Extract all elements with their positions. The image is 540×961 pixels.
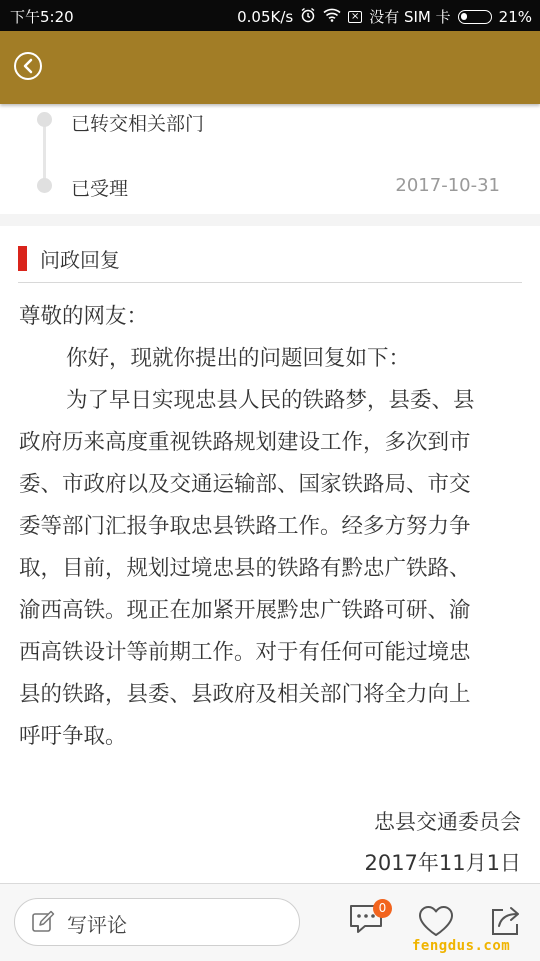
reply-line: 县的铁路，县委、县政府及相关部门将全力向上 <box>19 682 471 707</box>
status-right <box>237 6 532 27</box>
heart-icon[interactable] <box>417 904 455 942</box>
timeline-label: 已受理 <box>71 178 129 200</box>
divider <box>18 282 522 283</box>
section-title: 问政回复 <box>40 248 120 272</box>
reply-content <box>19 301 524 763</box>
edit-icon <box>31 910 55 938</box>
battery-icon <box>458 10 492 24</box>
chevron-left-icon <box>21 58 35 74</box>
timeline-date: 2017-10-31 <box>395 175 500 196</box>
reply-line: 为了早日实现忠县人民的铁路梦，县委、县 <box>66 388 475 413</box>
status-bar <box>0 0 540 31</box>
timeline-dot <box>37 112 52 127</box>
watermark: fengdus.com <box>412 938 511 954</box>
carrier-text: 没有 SIM 卡 <box>369 8 451 26</box>
no-sim-icon: × <box>348 11 362 23</box>
comment-input[interactable] <box>14 898 300 946</box>
section-separator <box>0 214 540 226</box>
reply-date: 2017年11月1日 <box>364 851 521 875</box>
reply-line: 委等部门汇报争取忠县铁路工作。经多方努力争 <box>19 514 471 539</box>
reply-signature: 忠县交通委员会 <box>374 810 521 834</box>
wifi-icon <box>323 8 341 26</box>
status-time: 下午5:20 <box>10 8 74 26</box>
comment-placeholder: 写评论 <box>67 913 127 937</box>
progress-timeline <box>0 104 540 214</box>
share-icon[interactable] <box>489 904 523 942</box>
timeline-dot <box>37 178 52 193</box>
alarm-icon <box>300 7 316 27</box>
section-marker <box>18 246 27 271</box>
reply-line: 政府历来高度重视铁路规划建设工作，多次到市 <box>19 430 471 455</box>
comment-count-badge: 0 <box>373 899 392 918</box>
reply-line: 你好，现就你提出的问题回复如下： <box>66 346 411 371</box>
battery-text: 21% <box>498 7 532 26</box>
reply-line: 委、市政府以及交通运输部、国家铁路局、市交 <box>19 472 471 497</box>
reply-line: 西高铁设计等前期工作。对于有任何可能过境忠 <box>19 640 471 665</box>
reply-greeting: 尊敬的网友： <box>19 304 149 329</box>
network-speed: 0.05K/s <box>237 7 294 26</box>
reply-line: 呼吁争取。 <box>19 724 127 749</box>
reply-line: 取，目前，规划过境忠县的铁路有黔忠广铁路、 <box>19 556 471 581</box>
back-button[interactable] <box>14 52 42 80</box>
timeline-label: 已转交相关部门 <box>71 113 205 135</box>
app-header <box>0 31 540 104</box>
reply-line: 渝西高铁。现正在加紧开展黔忠广铁路可研、渝 <box>19 598 471 623</box>
